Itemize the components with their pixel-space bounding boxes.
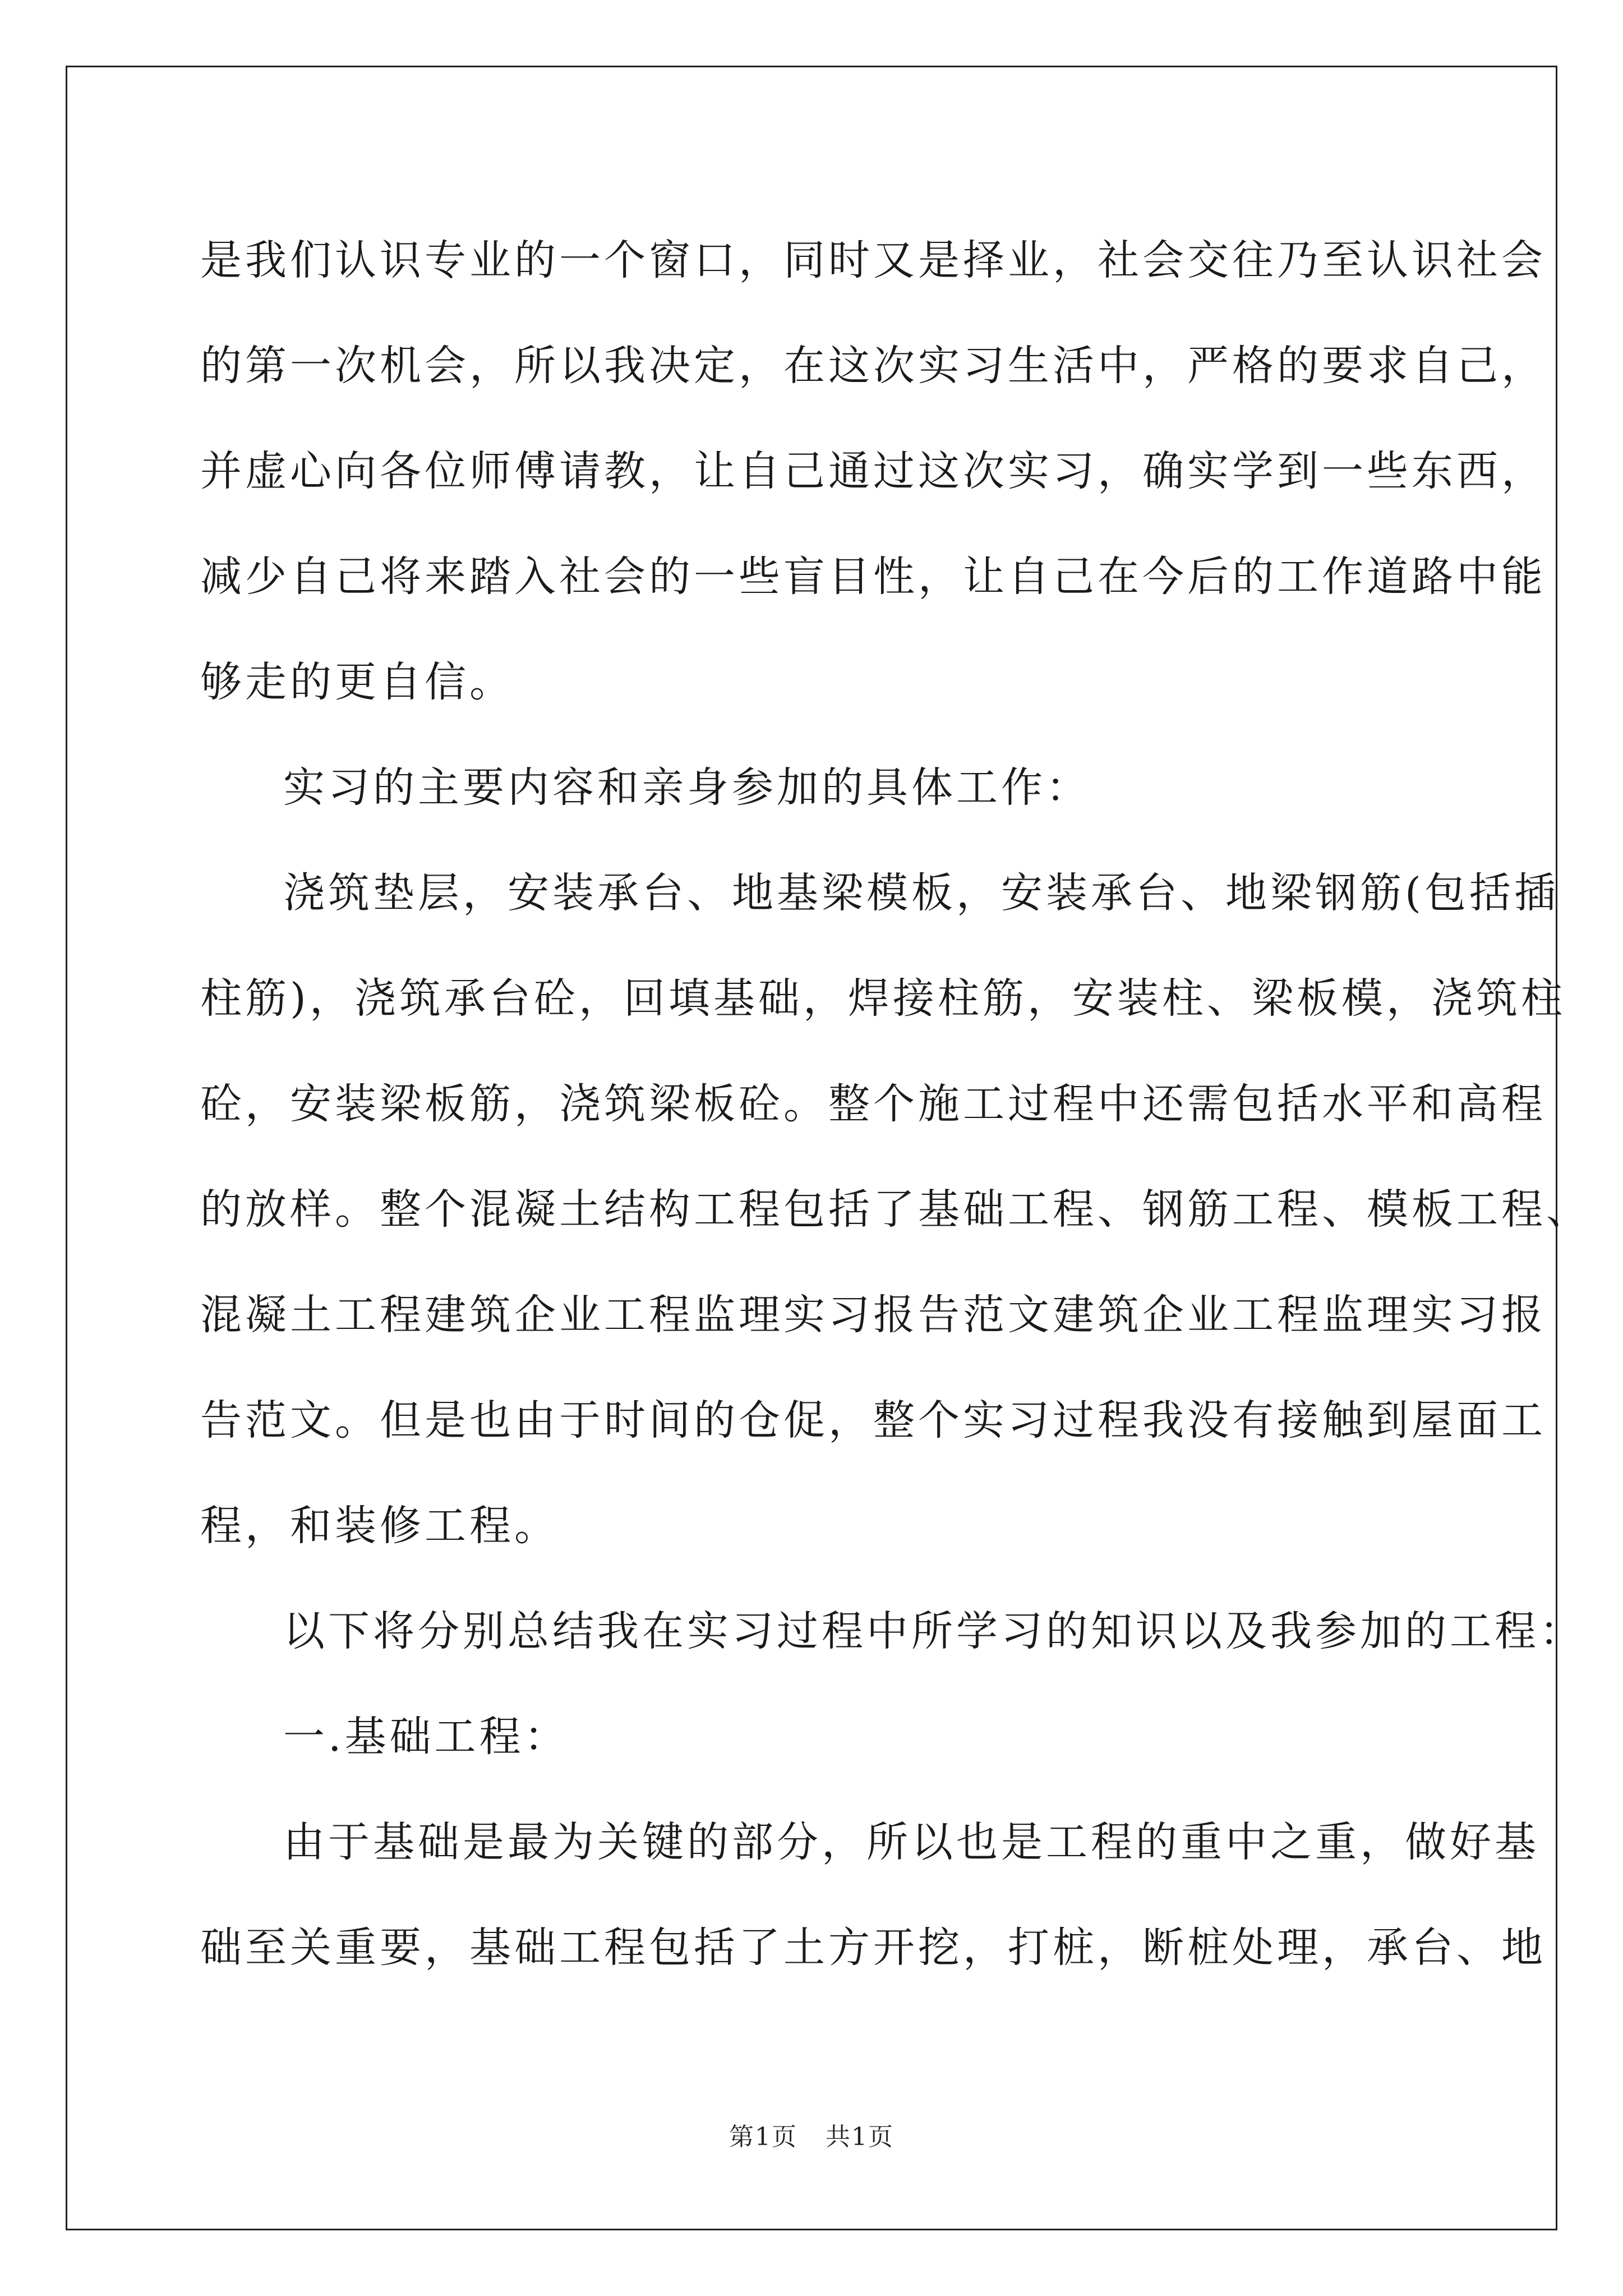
page-footer <box>0 2120 1623 2154</box>
section-heading: 一.基础工程： <box>283 1713 569 1761</box>
text-line: 实习的主要内容和亲身参加的具体工作： <box>283 763 1091 812</box>
text-line: 的第一次机会，所以我决定，在这次实习生活中，严格的要求自己， <box>200 342 1546 390</box>
text-line: 混凝土工程建筑企业工程监理实习报告范文建筑企业工程监理实习报 <box>200 1291 1546 1339</box>
text-line: 砼，安装梁板筋，浇筑梁板砼。整个施工过程中还需包括水平和高程 <box>200 1080 1546 1128</box>
text-line: 以下将分别总结我在实习过程中所学习的知识以及我参加的工程： <box>283 1607 1584 1655</box>
text-line: 减少自己将来踏入社会的一些盲目性，让自己在今后的工作道路中能 <box>200 553 1546 601</box>
text-line: 程，和装修工程。 <box>200 1502 559 1550</box>
text-line: 的放样。整个混凝土结构工程包括了基础工程、钢筋工程、模板工程、 <box>200 1185 1591 1234</box>
text-line: 并虚心向各位师傅请教，让自己通过这次实习，确实学到一些东西， <box>200 447 1546 495</box>
text-line: 浇筑垫层，安装承台、地基梁模板，安装承台、地梁钢筋(包括插 <box>283 869 1559 917</box>
text-line: 告范文。但是也由于时间的仓促，整个实习过程我没有接触到屋面工 <box>200 1396 1546 1444</box>
text-line: 是我们认识专业的一个窗口，同时又是择业，社会交往乃至认识社会 <box>200 236 1546 284</box>
page-total: 共1页 <box>826 2123 894 2151</box>
text-line: 由于基础是最为关键的部分，所以也是工程的重中之重，做好基 <box>283 1818 1539 1866</box>
text-line: 柱筋)，浇筑承台砼，回填基础，焊接柱筋，安装柱、梁板模，浇筑柱 <box>200 974 1566 1023</box>
page-number: 第1页 <box>729 2123 797 2151</box>
document-body <box>200 208 1591 2000</box>
text-line: 够走的更自信。 <box>200 658 514 706</box>
text-line: 础至关重要，基础工程包括了土方开挖，打桩，断桩处理，承台、地 <box>200 1924 1546 1972</box>
